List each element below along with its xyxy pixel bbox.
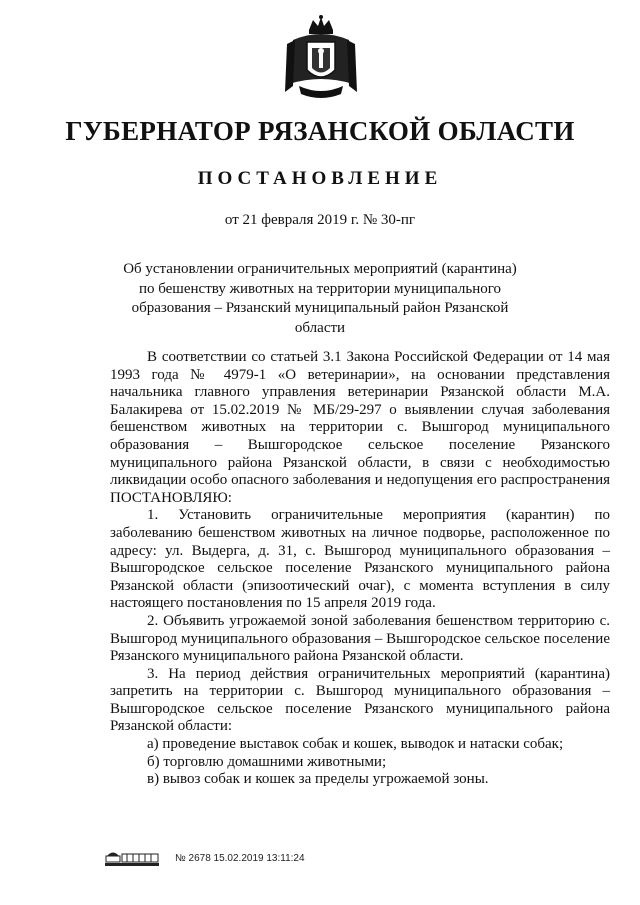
- clause-3-item-b: б) торговлю домашними животными;: [147, 753, 387, 770]
- clause-3-paragraph: 3. На период действия ограничительных мероприятий (карантина) запретить на территории с. Вышгород муниципального образования – Вышгородское сельское поселение Рязанского муниципального района Рязанской области:: [110, 665, 610, 735]
- clause-2-paragraph: 2. Объявить угрожаемой зоной заболевания бешенством территорию с. Вышгород муниципального образования – Вышгородское сельское поселение Рязанского муниципального района Рязанской области.: [110, 612, 610, 665]
- preamble-paragraph: В соответствии со статьей 3.1 Закона Российской Федерации от 14 мая 1993 года № 4979-1 «О ветеринарии», на основании представления начальника главного управления ветеринарии Рязанской области М.А. Балакирева от 15.02.2019 № МБ/29-297 о выявлении случая заболевания бешенством животных на территории с. Вышгород муниципального образования – Вышгородское сельское поселение Рязанского муниципального района Рязанской области, в связи с необходимостью ликвидации особо опасного заболевания и недопущения его распространения ПОСТАНОВЛЯЮ:: [110, 349, 610, 506]
- document-type: ПОСТАНОВЛЕНИЕ: [197, 168, 443, 189]
- clause-3-item-a: а) проведение выставок собак и кошек, выводок и натаски собак;: [147, 736, 564, 753]
- subject-line: по бешенству животных на территории муниципального: [138, 280, 502, 297]
- subject-line: Об установлении ограничительных мероприятий (карантина): [123, 261, 517, 277]
- page-title: ГУБЕРНАТОР РЯЗАНСКОЙ ОБЛАСТИ: [65, 116, 575, 146]
- ryazan-coat-of-arms-icon: [285, 14, 357, 100]
- registration-stamp: № 2678 15.02.2019 13:11:24: [175, 853, 305, 864]
- subject-line: образования – Рязанский муниципальный район Рязанской области: [131, 300, 509, 336]
- document-body: [110, 349, 610, 789]
- clause-1-paragraph: 1. Установить ограничительные мероприятия (карантин) по заболеванию бешенством животных на личное подворье, расположенное по адресу: ул. Выдерга, д. 31, с. Вышгород муниципального образования – Вышгородское сельское поселение Рязанского муниципального района Рязанской области (эпизоотический очаг), с момента вступления в силу настоящего постановления по 15 апреля 2019 года.: [110, 507, 610, 612]
- document-subject: [110, 260, 530, 338]
- printing-house-logo-icon: [103, 848, 161, 868]
- clause-3-item-c: в) вывоз собак и кошек за пределы угрожаемой зоны.: [147, 771, 489, 788]
- document-date-number: от 21 февраля 2019 г. № 30-пг: [224, 212, 416, 228]
